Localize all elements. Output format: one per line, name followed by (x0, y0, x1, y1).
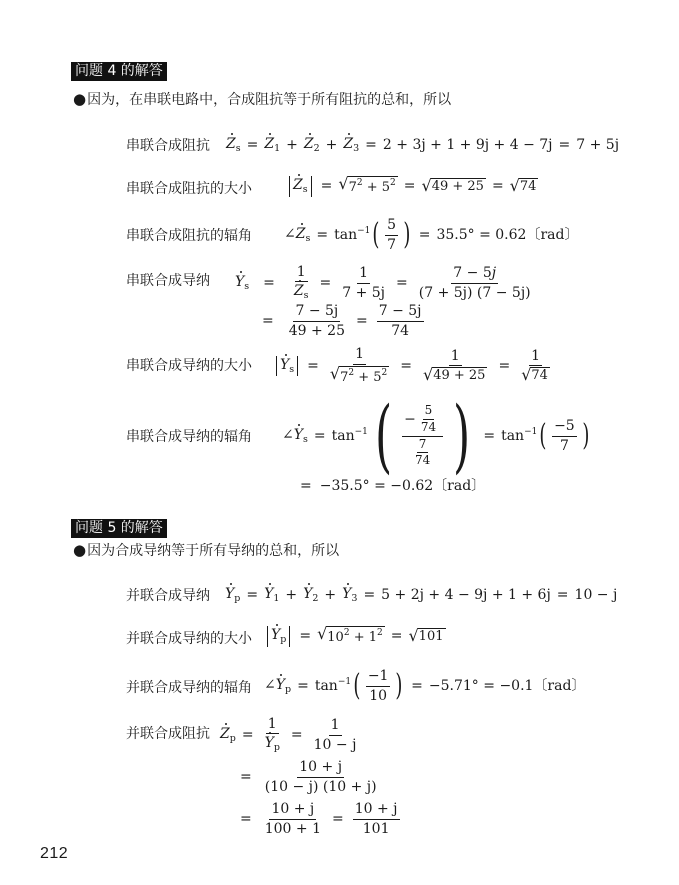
section-4-header: 问题 4 的解答 (71, 62, 167, 81)
eq-parallel-impedance-line2: = $\frac{10 + j}{(10 - j) (10 + j)}$ (240, 759, 377, 795)
eq-series-impedance: $Z_s$ = $Z_1$ + $Z_2$ + $Z_3$ = 2 + 3j + 1 + 9j + 4 − 7j = 7 + 5j (226, 136, 620, 154)
eq-series-admittance-line1: $Y_s$ = $\frac{1}{Z_s}$ = $\frac{1}{7 + 5j}$ = $\frac{7 - 5j}{(7 + 5j) (7 - 5j)}$ (235, 264, 531, 302)
eq-parallel-impedance-line3: = $\frac{10 + j}{100 + 1}$ = $\frac{10 + j}{101}$ (240, 801, 398, 837)
label-series-impedance: 串联合成阻抗 (126, 138, 210, 154)
label-parallel-admittance: 并联合成导纳 (126, 588, 210, 604)
section-5-intro-text: 因为合成导纳等于所有导纳的总和，所以 (87, 543, 340, 559)
eq-series-admittance-angle: $\angle Y_s$ = $\tan^{-1}$ ( − $\frac{5}{74}$ $\frac{7}{74}$ ) = $\tan^{-1}$ ( $\frac{-5}{7}$ ) (282, 389, 590, 482)
label-series-impedance-angle: 串联合成阻抗的辐角 (126, 228, 252, 244)
eq-parallel-admittance-magnitude: $Y_p$ = √ $10^2 + 1^2$ = √ 101 (264, 626, 446, 647)
label-series-admittance-angle: 串联合成导纳的辐角 (126, 429, 252, 445)
section-4-intro (73, 90, 451, 109)
eq-series-admittance-line2: = $\frac{7 - 5j}{49 + 25}$ = $\frac{7 - 5j}{74}$ (262, 303, 422, 339)
label-series-impedance-magnitude: 串联合成阻抗的大小 (126, 181, 252, 197)
label-parallel-admittance-angle: 并联合成导纳的辐角 (126, 680, 252, 696)
eq-series-admittance-angle-result: = −35.5° = −0.62〔rad〕 (300, 478, 486, 494)
bullet-icon: ● (73, 90, 87, 108)
label-series-admittance-magnitude: 串联合成导纳的大小 (126, 358, 252, 374)
eq-series-admittance-magnitude: $Y_s$ = 1 √ $7^2 + 5^2$ = 1 √ 49 + 25 = 1 √ 74 (273, 346, 555, 386)
page-number: 212 (40, 845, 69, 862)
section-5-intro (73, 541, 339, 560)
label-parallel-admittance-magnitude: 并联合成导纳的大小 (126, 631, 252, 647)
label-parallel-impedance: 并联合成阻抗 (126, 726, 210, 742)
eq-series-impedance-angle: $\angle Z_s$ = $\tan^{-1}$ ( $\frac{5}{7}$ ) = 35.5° = 0.62〔rad〕 (284, 217, 579, 253)
eq-parallel-admittance: $Y_p$ = $Y_1$ + $Y_2$ + $Y_3$ = 5 + 2j + 4 − 9j + 1 + 6j = 10 − j (225, 586, 618, 604)
eq-parallel-admittance-angle: $\angle Y_p$ = $\tan^{-1}$ ( $\frac{-1}{10}$ ) = −5.71° = −0.1〔rad〕 (264, 668, 586, 704)
bullet-icon: ● (73, 541, 87, 559)
eq-parallel-impedance-line1: $Z_p$ = $\frac{1}{Y_p}$ = $\frac{1}{10 - j}$ (220, 716, 357, 754)
section-4-intro-text: 因为，在串联电路中，合成阻抗等于所有阻抗的总和，所以 (87, 92, 452, 108)
eq-series-impedance-magnitude: $Z_s$ = √ $7^2 + 5^2$ = √ 49 + 25 = √ 74 (286, 176, 538, 197)
label-series-admittance: 串联合成导纳 (126, 273, 210, 289)
section-5-header: 问题 5 的解答 (71, 519, 167, 538)
